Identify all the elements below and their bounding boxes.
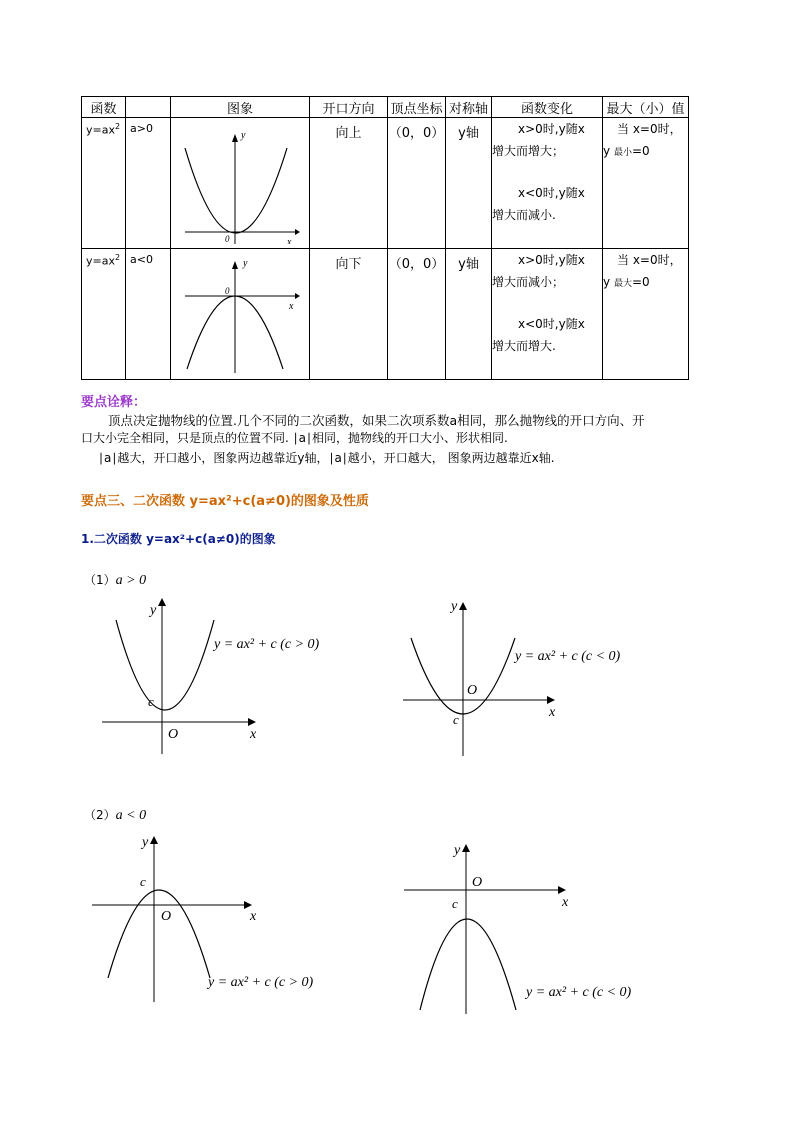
section-subtitle: 1.二次函数 y=ax²+c(a≠0)的图象 [81, 532, 276, 546]
header-axis: 对称轴 [446, 97, 492, 118]
direction-cell: 向上 [310, 118, 388, 249]
svg-text:y: y [451, 599, 458, 614]
svg-text:0: 0 [225, 234, 230, 244]
graph-a-pos-c-pos [90, 590, 350, 760]
svg-text:y = ax² + c (c > 0): y = ax² + c (c > 0) [214, 637, 320, 652]
svg-text:O: O [161, 909, 172, 924]
parabola-up-graph [171, 118, 310, 244]
svg-text:x: x [287, 237, 292, 244]
graph-a-neg-c-neg [400, 838, 660, 1018]
func-cell: $y=ax^2$ [82, 249, 126, 380]
svg-text:x: x [562, 895, 569, 910]
header-direction: 开口方向 [310, 97, 388, 118]
axis-cell: y轴 [446, 118, 492, 249]
svg-text:x: x [549, 705, 556, 720]
header-change: 函数变化 [492, 97, 603, 118]
table-row [82, 249, 689, 380]
graph-a-pos-c-neg [395, 598, 645, 763]
extreme-cell: 当 x=0时， y 最小=0 [603, 118, 689, 249]
graph-cell [171, 118, 310, 249]
svg-text:y = ax² + c (c < 0): y = ax² + c (c < 0) [515, 649, 621, 664]
vertex-cell: （0，0） [388, 249, 446, 380]
svg-text:0: 0 [225, 286, 230, 296]
svg-text:c: c [140, 874, 146, 889]
cond-cell: a<0 [126, 249, 171, 380]
quadratic-properties-table [81, 96, 689, 380]
svg-text:x: x [250, 727, 257, 742]
func-cell: $y=ax^2$ [82, 118, 126, 249]
svg-text:x: x [250, 909, 257, 924]
svg-text:x: x [289, 301, 294, 312]
header-cond [126, 97, 171, 118]
svg-text:c: c [453, 712, 459, 727]
svg-text:O: O [467, 683, 478, 698]
svg-text:O: O [472, 875, 483, 890]
svg-text:y: y [454, 843, 461, 858]
case2-caption: （2）a < 0 [84, 808, 147, 823]
notes-line-3: ∣a∣越大，开口越小，图象两边越靠近y轴，∣a∣越小，开口越大， 图象两边越靠近x轴. [98, 451, 555, 465]
notes-line-2: 口大小完全相同，只是顶点的位置不同. ∣a∣相同，抛物线的开口大小、形状相同. [81, 431, 508, 445]
cond-cell: a>0 [126, 118, 171, 249]
svg-text:y: y [241, 130, 246, 141]
section-title: 要点三、二次函数 y=ax²+c(a≠0)的图象及性质 [81, 494, 369, 509]
svg-text:y: y [150, 603, 157, 618]
header-vertex: 顶点坐标 [388, 97, 446, 118]
vertex-cell: （0，0） [388, 118, 446, 249]
axis-cell: y轴 [446, 249, 492, 380]
change-cell: x>0时,y随x 增大而增大； x<0时,y随x 增大而减小. [492, 118, 603, 249]
graph-cell [171, 249, 310, 380]
header-graph: 图象 [171, 97, 310, 118]
table-row [82, 118, 689, 249]
svg-text:y = ax² + c (c < 0): y = ax² + c (c < 0) [526, 985, 632, 1000]
svg-text:y: y [243, 258, 248, 269]
header-extreme: 最大（小）值 [603, 97, 689, 118]
notes-heading: 要点诠释： [81, 395, 147, 410]
notes-line-1: 顶点决定抛物线的位置.几个不同的二次函数，如果二次项系数a相同，那么抛物线的开口方向、开 [108, 413, 645, 428]
svg-text:c: c [148, 694, 154, 709]
direction-cell: 向下 [310, 249, 388, 380]
svg-text:y: y [142, 835, 149, 850]
graph-a-neg-c-pos [88, 828, 353, 1008]
change-cell: x>0时,y随x 增大而减小； x<0时,y随x 增大而增大. [492, 249, 603, 380]
extreme-cell: 当 x=0时， y 最大=0 [603, 249, 689, 380]
svg-text:y = ax² + c (c > 0): y = ax² + c (c > 0) [208, 975, 314, 990]
header-func: 函数 [82, 97, 126, 118]
svg-text:O: O [168, 727, 179, 742]
svg-text:c: c [452, 896, 458, 911]
case1-caption: （1）a > 0 [84, 573, 147, 588]
parabola-down-graph [171, 249, 310, 375]
table-header-row [82, 97, 689, 118]
